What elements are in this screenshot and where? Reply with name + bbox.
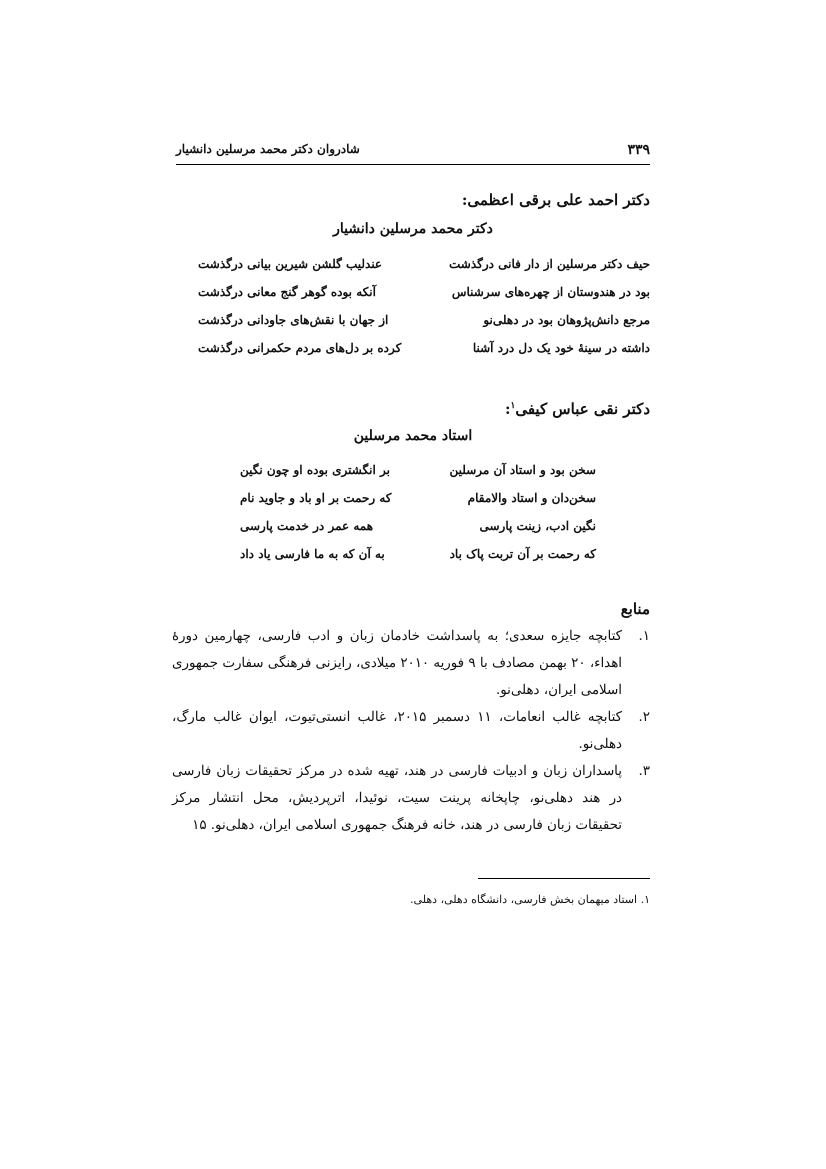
verse-left: به آن که به ما فارسی یاد داد — [240, 547, 385, 561]
reference-number: ۲. — [638, 710, 650, 725]
verse-right: بود در هندوستان از چهره‌های سرشناس — [451, 285, 650, 299]
running-title: شادروان دکتر محمد مرسلین دانشیار — [176, 142, 360, 156]
footnote-mark: ۱ — [510, 401, 516, 411]
header-rule — [176, 164, 650, 165]
verse-right: سخن بود و استاد آن مرسلین — [449, 463, 596, 477]
section2-heading-text: دکتر نقی عباس کیفی — [515, 400, 650, 418]
reference-item — [172, 758, 650, 839]
reference-number: ۳. — [638, 764, 650, 779]
reference-item — [172, 623, 650, 704]
section2-heading-colon: : — [504, 400, 511, 418]
verse-right: که رحمت بر آن تربت پاک باد — [449, 547, 596, 561]
verse-left: عندلیب گلشن شیرین بیانی درگذشت — [198, 257, 383, 271]
verse-left: که رحمت بر او باد و جاوید نام — [240, 491, 392, 505]
references-title: منابع — [620, 600, 650, 618]
verse-right: داشته در سینهٔ خود یک دل درد آشنا — [472, 341, 650, 355]
reference-item — [172, 704, 650, 758]
footnote: ۱. استاد میهمان بخش فارسی، دانشگاه دهلی، دهلی. — [410, 893, 650, 906]
section2-heading — [505, 400, 650, 418]
verse-left: آنکه بوده گوهر گنج معانی درگذشت — [198, 285, 376, 299]
verse-left: بر انگشتری بوده او چون نگین — [240, 463, 390, 477]
page-number: ۳۳۹ — [627, 142, 650, 158]
section1-heading: دکتر احمد علی برقی اعظمی: — [461, 191, 650, 209]
section1-poem — [176, 257, 650, 367]
verse-right: نگین ادب، زینت پارسی — [479, 519, 596, 533]
verse-left: از جهان با نقش‌های جاودانی درگذشت — [198, 313, 389, 327]
reference-text: کتابچه جایزه سعدی؛ به پاسداشت خادمان زبان و ادب فارسی، چهارمین دورهٔ اهداء، ۲۰ بهمن مصادف با ۹ فوریه ۲۰۱۰ میلادی، رایزنی فرهنگی سفارت جمهوری اسلامی ایران، دهلی‌نو. — [172, 629, 622, 698]
reference-number: ۱. — [638, 629, 650, 644]
reference-text: کتابچه غالب انعامات، ۱۱ دسمبر ۲۰۱۵، غالب انستی‌تیوت، ایوان غالب مارگ، دهلی‌نو. — [172, 710, 622, 752]
verse-left: کرده بر دل‌های مردم حکمرانی درگذشت — [198, 341, 402, 355]
verse-right: مرجع دانش‌پژوهان بود در دهلی‌نو — [483, 313, 650, 327]
page-header — [176, 142, 650, 164]
verse-left: همه عمر در خدمت پارسی — [240, 519, 374, 533]
section1-subheading: دکتر محمد مرسلین دانشیار — [333, 221, 493, 237]
references-list — [172, 623, 650, 839]
section2-poem — [240, 463, 596, 573]
verse-right: حیف دکتر مرسلین از دار فانی درگذشت — [449, 257, 650, 271]
verse-right: سخن‌دان و استاد والامقام — [467, 491, 596, 505]
reference-text: پاسداران زبان و ادبیات فارسی در هند، تهیه شده در مرکز تحقیقات زبان فارسی در هند دهلی‌نو، چاپخانه پرینت سیت، نوئیدا، اترپردیش، محل انتشار مرکز تحقیقات زبان فارسی در هند، خانه فرهنگ جمهوری اسلامی ایران، دهلی‌نو. ۱۵ — [172, 764, 622, 833]
footnote-rule — [478, 878, 650, 879]
section2-subheading: استاد محمد مرسلین — [353, 428, 473, 444]
